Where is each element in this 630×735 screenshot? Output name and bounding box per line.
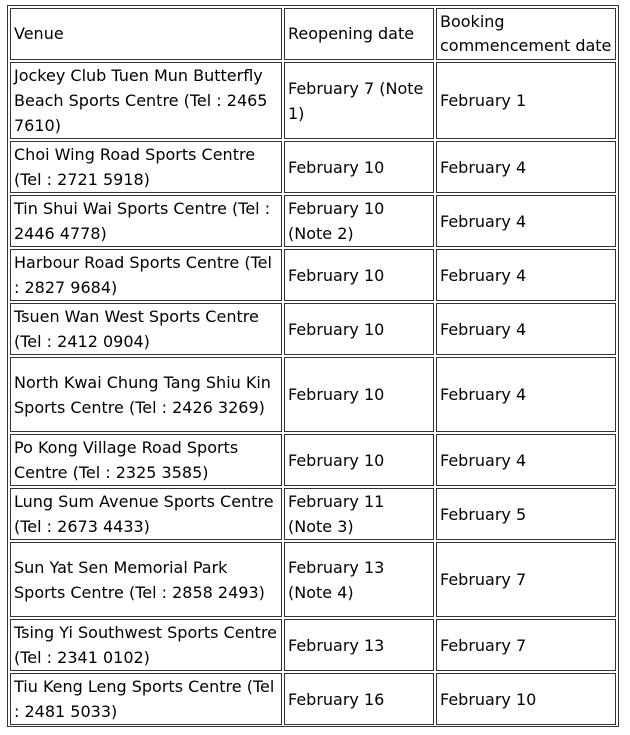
header-venue: Venue <box>10 8 282 60</box>
venue-table-container <box>7 5 619 727</box>
reopening-date-cell: February 10 <box>284 434 434 486</box>
table-row <box>10 303 616 355</box>
header-booking-commencement-date: Booking commencement date <box>436 8 616 60</box>
table-row <box>10 357 616 432</box>
booking-date-cell: February 4 <box>436 249 616 301</box>
venue-cell: Jockey Club Tuen Mun Butterfly Beach Sports Centre (Tel : 2465 7610) <box>10 62 282 139</box>
venue-reopening-table <box>8 6 618 727</box>
reopening-date-cell: February 10 <box>284 249 434 301</box>
reopening-date-cell: February 10 <box>284 303 434 355</box>
venue-cell: Harbour Road Sports Centre (Tel : 2827 9684) <box>10 249 282 301</box>
table-row <box>10 249 616 301</box>
venue-cell: North Kwai Chung Tang Shiu Kin Sports Centre (Tel : 2426 3269) <box>10 357 282 432</box>
venue-cell: Tsuen Wan West Sports Centre (Tel : 2412 0904) <box>10 303 282 355</box>
booking-date-cell: February 4 <box>436 434 616 486</box>
reopening-date-cell: February 10 <box>284 141 434 193</box>
booking-date-cell: February 4 <box>436 195 616 247</box>
booking-date-cell: February 4 <box>436 357 616 432</box>
header-reopening-date: Reopening date <box>284 8 434 60</box>
table-row <box>10 673 616 725</box>
reopening-date-cell: February 10 (Note 2) <box>284 195 434 247</box>
reopening-date-cell: February 13 <box>284 619 434 671</box>
booking-date-cell: February 1 <box>436 62 616 139</box>
booking-date-cell: February 7 <box>436 619 616 671</box>
venue-cell: Tiu Keng Leng Sports Centre (Tel : 2481 5033) <box>10 673 282 725</box>
booking-date-cell: February 7 <box>436 542 616 617</box>
table-row <box>10 619 616 671</box>
reopening-date-cell: February 13 (Note 4) <box>284 542 434 617</box>
table-row <box>10 141 616 193</box>
venue-cell: Sun Yat Sen Memorial Park Sports Centre (Tel : 2858 2493) <box>10 542 282 617</box>
reopening-date-cell: February 7 (Note 1) <box>284 62 434 139</box>
booking-date-cell: February 4 <box>436 141 616 193</box>
booking-date-cell: February 4 <box>436 303 616 355</box>
venue-cell: Po Kong Village Road Sports Centre (Tel : 2325 3585) <box>10 434 282 486</box>
booking-date-cell: February 5 <box>436 488 616 540</box>
reopening-date-cell: February 11 (Note 3) <box>284 488 434 540</box>
venue-cell: Tsing Yi Southwest Sports Centre (Tel : 2341 0102) <box>10 619 282 671</box>
table-row <box>10 542 616 617</box>
booking-date-cell: February 10 <box>436 673 616 725</box>
venue-cell: Lung Sum Avenue Sports Centre (Tel : 2673 4433) <box>10 488 282 540</box>
reopening-date-cell: February 10 <box>284 357 434 432</box>
venue-cell: Tin Shui Wai Sports Centre (Tel : 2446 4778) <box>10 195 282 247</box>
venue-cell: Choi Wing Road Sports Centre (Tel : 2721 5918) <box>10 141 282 193</box>
reopening-date-cell: February 16 <box>284 673 434 725</box>
table-row <box>10 195 616 247</box>
table-header-row <box>10 8 616 60</box>
table-row <box>10 62 616 139</box>
table-row <box>10 434 616 486</box>
table-row <box>10 488 616 540</box>
